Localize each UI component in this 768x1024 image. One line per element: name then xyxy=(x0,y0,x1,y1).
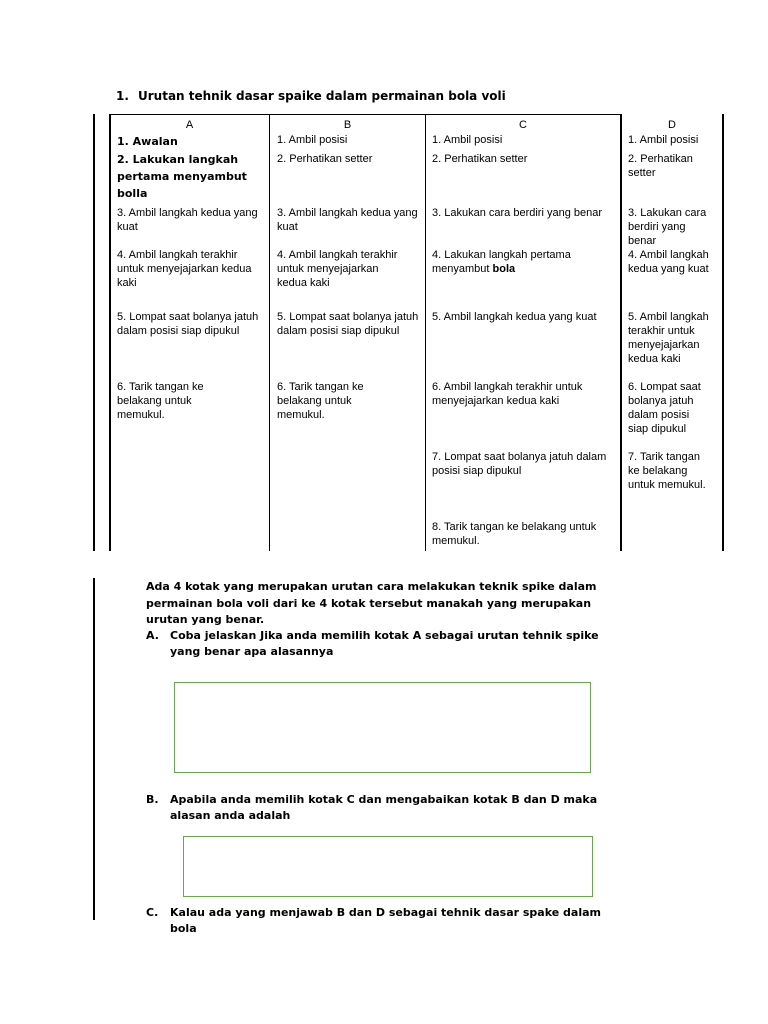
col-d-step-7: 7. Tarik tangan ke belakang untuk memukul. xyxy=(628,451,706,491)
question-title xyxy=(116,89,506,103)
table-left-inner-rule xyxy=(109,114,111,551)
col-a-step-1: 1. Awalan xyxy=(117,135,178,148)
answer-box-b[interactable] xyxy=(183,836,593,897)
sub-question-b-label: B. xyxy=(146,793,159,806)
col-b-step-1: 1. Ambil posisi xyxy=(277,134,348,146)
col-b-step-3: 3. Ambil langkah kedua yang kuat xyxy=(277,207,418,233)
table-top-rule xyxy=(109,114,622,115)
table-right-rule xyxy=(722,114,724,551)
col-c-step-4-bold: bola xyxy=(492,263,516,275)
sub-question-a xyxy=(146,628,606,662)
col-b-step-6: 6. Tarik tangan ke belakang untuk memukul. xyxy=(277,381,364,421)
col-c-step-8: 8. Tarik tangan ke belakang untuk memukul. xyxy=(432,521,597,547)
table-divider-bc xyxy=(425,114,426,551)
sub-question-c-label: C. xyxy=(146,906,159,919)
col-c-step-2: 2. Perhatikan setter xyxy=(432,153,528,165)
sub-question-c xyxy=(146,905,626,935)
col-d-step-5: 5. Ambil langkah terakhir untuk menyejajarkan kedua kaki xyxy=(628,311,709,365)
col-d-step-3: 3. Lakukan cara berdiri yang benar xyxy=(628,207,707,247)
col-b-step-5: 5. Lompat saat bolanya jatuh dalam posisi siap dipukul xyxy=(277,311,419,337)
answer-box-a[interactable] xyxy=(174,682,591,773)
column-header-a: A xyxy=(185,119,194,131)
col-a-step-3: 3. Ambil langkah kedua yang kuat xyxy=(117,207,258,233)
sub-question-a-text: Coba jelaskan Jika anda memilih kotak A sebagai urutan tehnik spike yang benar apa alasannya xyxy=(170,629,599,658)
sub-question-a-label: A. xyxy=(146,629,159,642)
col-c-step-6: 6. Ambil langkah terakhir untuk menyejajarkan kedua kaki xyxy=(432,381,583,407)
table-divider-cd xyxy=(620,114,622,551)
col-d-step-1: 1. Ambil posisi xyxy=(628,134,699,146)
question-title-text: Urutan tehnik dasar spaike dalam permainan bola voli xyxy=(138,89,506,103)
col-d-step-4: 4. Ambil langkah kedua yang kuat xyxy=(628,249,709,275)
col-c-step-3: 3. Lakukan cara berdiri yang benar xyxy=(432,207,602,219)
column-header-b: B xyxy=(343,119,352,131)
col-a-step-6: 6. Tarik tangan ke belakang untuk memukul. xyxy=(117,381,204,421)
sub-question-c-text: Kalau ada yang menjawab B dan D sebagai tehnik dasar spake dalam bola xyxy=(170,906,601,935)
col-d-step-6: 6. Lompat saat bolanya jatuh dalam posisi siap dipukul xyxy=(628,381,701,435)
question-number: 1. xyxy=(116,89,129,103)
col-d-step-2: 2. Perhatikan setter xyxy=(628,153,693,179)
col-c-step-7: 7. Lompat saat bolanya jatuh dalam posisi siap dipukul xyxy=(432,451,607,477)
col-c-step-4-text: 4. Lakukan langkah pertama menyambut xyxy=(432,249,571,275)
table-left-outer-rule xyxy=(93,114,95,551)
col-b-step-2: 2. Perhatikan setter xyxy=(277,153,373,165)
sub-question-b xyxy=(146,792,606,826)
column-header-d: D xyxy=(668,119,676,131)
intro-paragraph: Ada 4 kotak yang merupakan urutan cara melakukan teknik spike dalam permainan bola voli dari ke 4 kotak tersebut manakah yang merupakan urutan yang benar. xyxy=(146,580,597,626)
column-header-c: C xyxy=(519,119,527,131)
col-c-step-5: 5. Ambil langkah kedua yang kuat xyxy=(432,311,597,323)
col-b-step-4: 4. Ambil langkah terakhir untuk menyejajarkan kedua kaki xyxy=(277,249,398,289)
col-a-step-2: 2. Lakukan langkah pertama menyambut bolla xyxy=(117,153,247,200)
col-a-step-5: 5. Lompat saat bolanya jatuh dalam posisi siap dipukul xyxy=(117,311,259,337)
col-c-step-4 xyxy=(432,248,612,276)
col-a-step-4: 4. Ambil langkah terakhir untuk menyejajarkan kedua kaki xyxy=(117,249,252,289)
table-divider-ab xyxy=(269,114,270,551)
sub-question-b-text: Apabila anda memilih kotak C dan mengabaikan kotak B dan D maka alasan anda adalah xyxy=(170,793,598,822)
col-c-step-1: 1. Ambil posisi xyxy=(432,134,503,146)
section-left-rule xyxy=(93,578,95,920)
